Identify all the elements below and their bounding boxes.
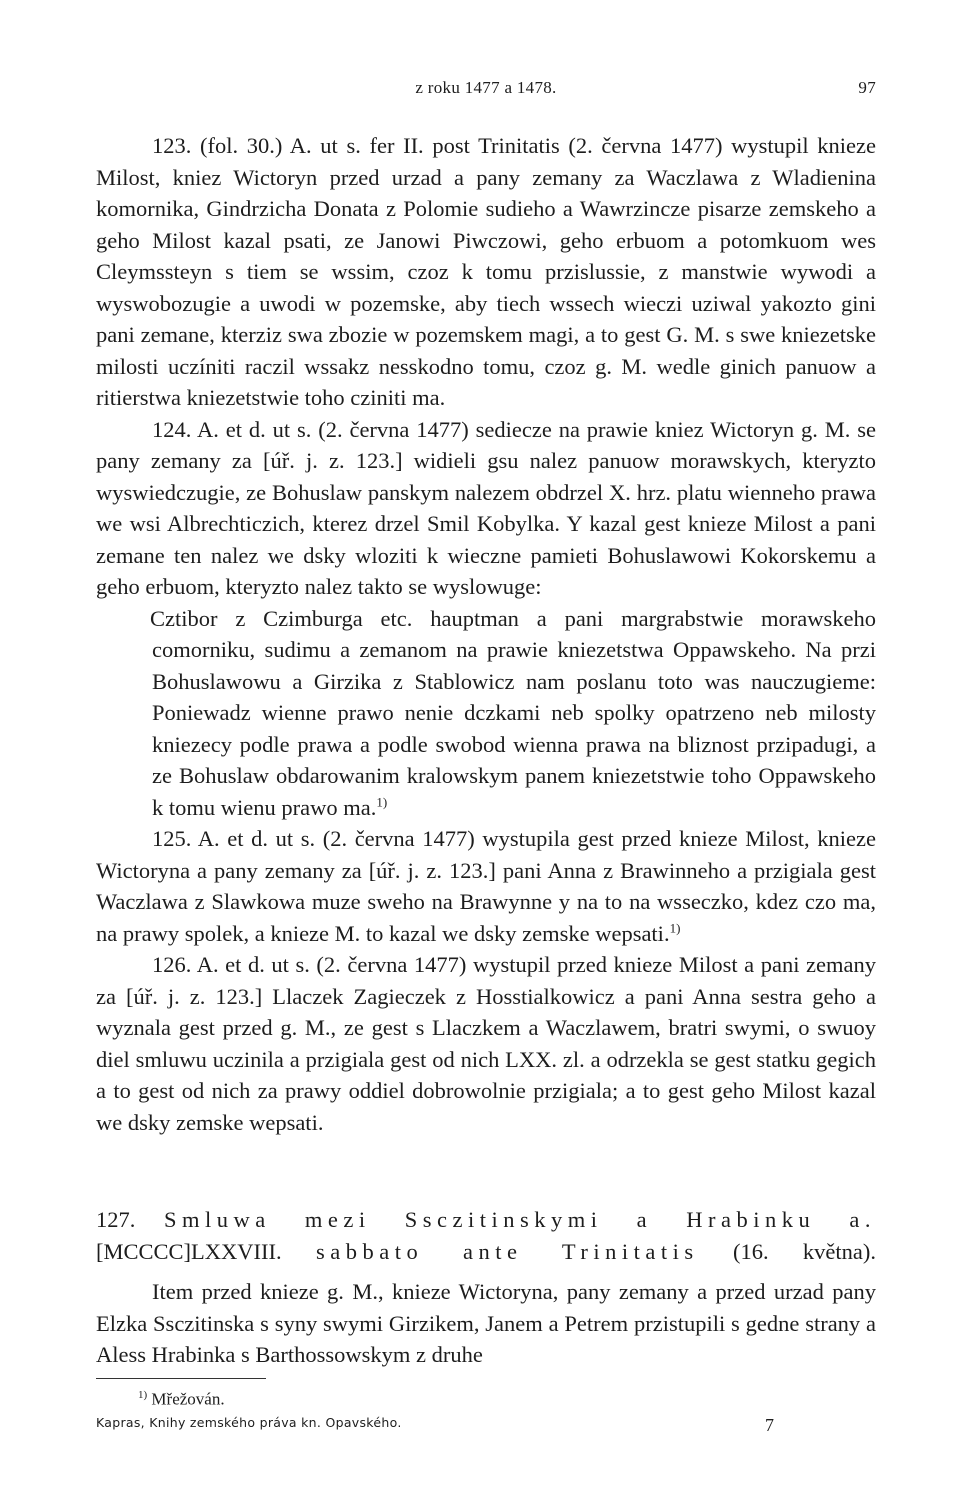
footnote-ref: 1) xyxy=(376,794,388,809)
section-heading-127 xyxy=(96,1204,876,1267)
footnote-ref: 1) xyxy=(669,920,681,935)
running-header xyxy=(96,78,876,102)
entry-124-quote xyxy=(96,603,876,824)
heading-title: Smluwa mezi Ssczitinskymi a Hrabinku a. xyxy=(164,1207,877,1232)
heading-year: [MCCCC]LXXVIII. xyxy=(96,1238,282,1264)
heading-date-words: sabbato ante Trinitatis xyxy=(315,1238,699,1264)
page-number: 97 xyxy=(858,78,876,97)
entry-124-quote-text: Cztibor z Czimburga etc. hauptman a pani margrabstwie morawskeho comorniku, sudimu a zemanom na prawie kniezetstwa Oppawskeho. Na przi Bohuslawowu a Girzika z Stablowicz nam poslanu toto was nauczugieme: Poniewadz wienne prawo nenie dczkami neb spolky opatrzeno neb milosty kniezecy podle prawa a podle swobod wienna prawa na bliznost przipadugi, a ze Bohuslaw obdarowanim kralowskym panem kniezetstwie toho Oppawskeho k tomu wienu prawo ma. xyxy=(150,605,876,820)
source-line: Kapras, Knihy zemského práva kn. Opavského. xyxy=(96,1415,402,1430)
running-title: z roku 1477 a 1478. xyxy=(415,78,557,97)
heading-date-cz: (16. května). xyxy=(732,1238,877,1264)
footnote xyxy=(138,1383,225,1412)
entry-124-intro: 124. A. et d. ut s. (2. června 1477) sediecze na prawie kniez Wictoryn g. M. se pany zemany za [úř. j. z. 123.] widieli gsu nalez panuow morawskych, kteryzto wyswiedczugie, ze Bohuslaw panskym nalezem obdrzel X. hrz. platu wienneho prawa we wsi Albrechticzich, kterez drzel Smil Kobylka. Y kazal gest knieze Milost a pani zemane ten nalez we dsky wloziti k wieczne pamieti Bohuslawowi Kokorskemu a geho erbuom, kteryzto nalez takto se wyslowuge: xyxy=(96,416,876,599)
footnote-divider xyxy=(96,1378,266,1379)
entry-125 xyxy=(96,823,876,949)
entry-127-text-block xyxy=(96,1276,876,1371)
entry-125-text: 125. A. et d. ut s. (2. června 1477) wystupila gest przed knieze Milost, knieze Wictoryna a pany zemany za [úř. j. z. 123.] pani Anna z Brawinneho a przigiala gest Waczlawa z Slawkowa muze sweho na Brawynne y na to na wsseczko, kdez czo ma, na prawy spolek, a knieze M. to kazal we dsky zemske wepsati. xyxy=(96,826,876,946)
heading-number: 127. xyxy=(96,1207,136,1232)
heading-line-2 xyxy=(96,1236,876,1268)
entry-127: Item przed knieze g. M., knieze Wictoryna, pany zemany a przed urzad pany Elzka Ssczitinska s syny swymi Girzikem, Janem a Petrem przistupili s gedne strany a Aless Hrabinka s Barthossowskym z druhe xyxy=(96,1279,876,1367)
entry-123: 123. (fol. 30.) A. ut s. fer II. post Trinitatis (2. června 1477) wystupil knieze Milost, kniez Wictoryn przed urzad a pany zemany za Waczlawa z Wladienina komornika, Gindrzicha Donata z Polomie sudieho a Wawrzincze pisarze zemskeho a geho Milost kazal psati, ze Janowi Piwczowi, geho erbuom a potomkuom wes Cleymssteyn s tiem se wssim, czoz k tomu przislussie, z manstwie wywodi a wyswobozugie a uwodi w pozemske, aby tiech wssech wieczi uziwal yakozto gini pani zemane, kterziz swa zbozie w pozemskem magi, a to gest G. M. s swe kniezetske milosti uczíniti raczil wssakz nesskodno tomu, czoz g. M. wedle ginich panuow a ritierstwa kniezetstwie toho cziniti ma. xyxy=(96,133,876,410)
footnote-text: Mřežován. xyxy=(151,1389,225,1409)
entry-126: 126. A. et d. ut s. (2. června 1477) wystupil przed knieze Milost a pani zemany za [úř. j. z. 123.] Llaczek Zagieczek z Hosstialkowicz a pani Anna sestra geho a wyznala gest przed g. M., ze gest s Llaczkem a Waczlawem, bratri swymi, o swuoy diel smluwu uczinila a przigiala gest od nich LXX. zl. a odrzekla se gest statku gegich a to gest od nich za prawy oddiel dobrowolnie przigiala; a to gest geho Milost kazal we dsky zemske wepsati. xyxy=(96,952,876,1135)
main-text xyxy=(96,130,876,1138)
footnote-mark: 1) xyxy=(138,1389,148,1401)
heading-line-1 xyxy=(96,1204,876,1236)
signature-mark: 7 xyxy=(765,1415,774,1435)
